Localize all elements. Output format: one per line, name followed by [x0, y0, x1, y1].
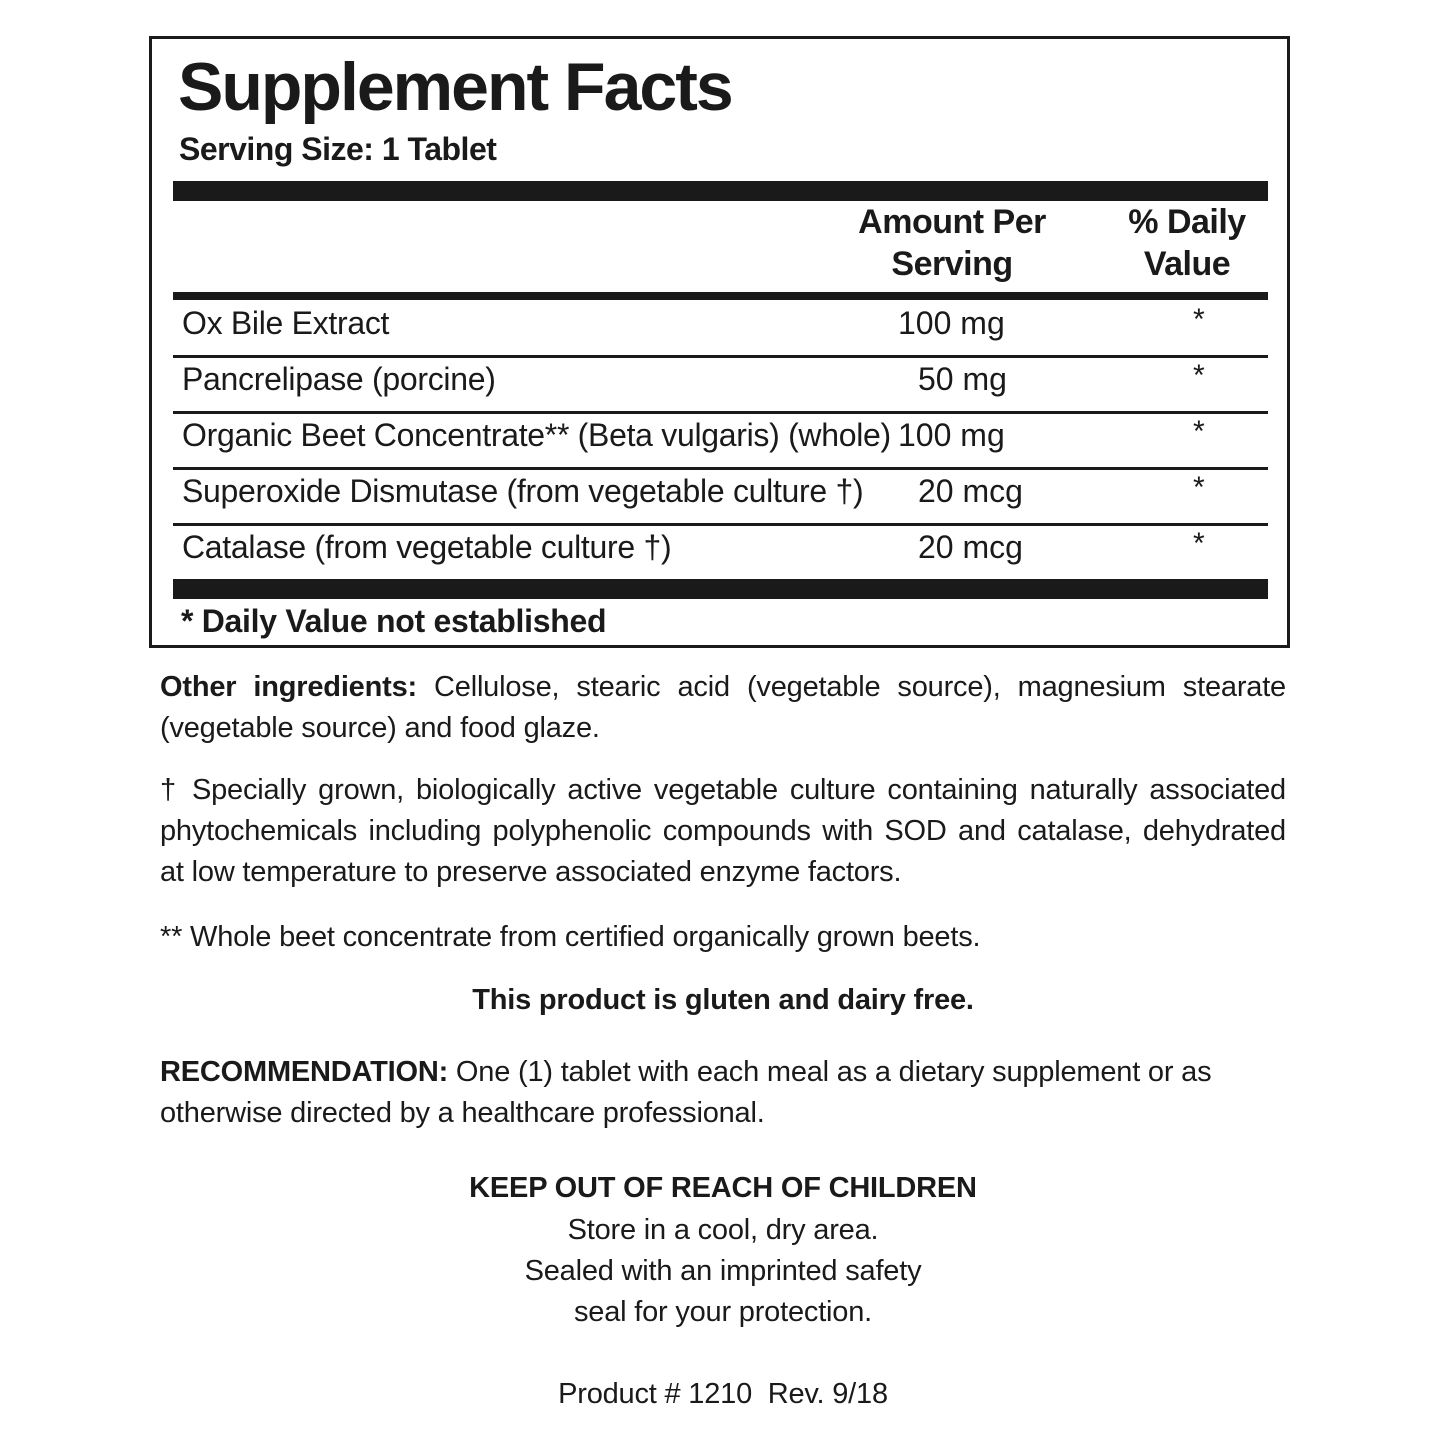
- nutrient-name: Superoxide Dismutase (from vegetable culture †): [182, 473, 864, 509]
- nutrient-name: Organic Beet Concentrate** (Beta vulgaris) (whole): [182, 417, 891, 453]
- seal-notice-line2: seal for your protection.: [573, 1296, 873, 1328]
- nutrient-name: Ox Bile Extract: [182, 305, 390, 341]
- nutrient-row: [173, 413, 1268, 469]
- keep-out-warning: KEEP OUT OF REACH OF CHILDREN: [469, 1172, 977, 1204]
- seal-notice-line1: Sealed with an imprinted safety: [524, 1255, 922, 1287]
- nutrient-amount: 50 mg: [918, 361, 1007, 397]
- nutrient-row: [173, 525, 1268, 581]
- product-number: Product # 1210 Rev. 9/18: [558, 1378, 888, 1410]
- nutrient-daily-value: *: [1193, 527, 1205, 560]
- column-header-dv-line1: % Daily: [1128, 203, 1246, 241]
- daily-value-footnote: * Daily Value not established: [181, 603, 607, 639]
- gluten-free-statement: This product is gluten and dairy free.: [472, 984, 974, 1016]
- other-ingredients: [160, 667, 1286, 749]
- nutrient-amount: 100 mg: [898, 417, 1005, 453]
- nutrient-daily-value: *: [1193, 415, 1205, 448]
- column-header-amount: [842, 201, 1062, 285]
- recommendation-text: One (1) tablet with each meal as a dietary supplement or as otherwise directed by a healthcare professional.: [160, 1056, 1212, 1129]
- supplement-facts-panel: [149, 36, 1290, 648]
- facts-title: Supplement Facts: [178, 49, 732, 125]
- divider-bar-top: [173, 181, 1268, 201]
- storage-instruction: Store in a cool, dry area.: [567, 1214, 879, 1246]
- divider-bar-bottom: [173, 579, 1268, 599]
- column-header-daily-value: [1112, 201, 1262, 285]
- column-header-dv-line2: Value: [1143, 245, 1231, 283]
- nutrient-name: Pancrelipase (porcine): [182, 361, 496, 397]
- recommendation-label: RECOMMENDATION:: [160, 1056, 449, 1088]
- nutrient-row: [173, 469, 1268, 525]
- other-ingredients-label: Other ingredients:: [160, 671, 417, 703]
- divider-bar-header: [173, 292, 1268, 300]
- nutrient-row: [173, 357, 1268, 413]
- dagger-note: † Specially grown, biologically active vegetable culture containing naturally associated phytochemicals including polyphenolic compounds with SOD and catalase, dehydrated at low temperature to preserve associated enzyme factors.: [160, 774, 1286, 888]
- other-ingredients-text: Cellulose, stearic acid (vegetable source), magnesium stearate (vegetable source) and food glaze.: [160, 671, 1286, 744]
- column-header-amount-line1: Amount Per: [858, 203, 1046, 241]
- nutrient-name: Catalase (from vegetable culture †): [182, 529, 672, 565]
- nutrient-amount: 20 mcg: [918, 473, 1023, 509]
- nutrient-amount: 20 mcg: [918, 529, 1023, 565]
- nutrient-daily-value: *: [1193, 359, 1205, 392]
- beet-note: ** Whole beet concentrate from certified organically grown beets.: [160, 921, 981, 953]
- recommendation: [160, 1052, 1286, 1134]
- nutrient-row: [173, 301, 1268, 357]
- serving-size: Serving Size: 1 Tablet: [179, 131, 497, 167]
- nutrient-daily-value: *: [1193, 303, 1205, 336]
- nutrient-daily-value: *: [1193, 471, 1205, 504]
- column-header-amount-line2: Serving: [891, 245, 1013, 283]
- nutrient-amount: 100 mg: [898, 305, 1005, 341]
